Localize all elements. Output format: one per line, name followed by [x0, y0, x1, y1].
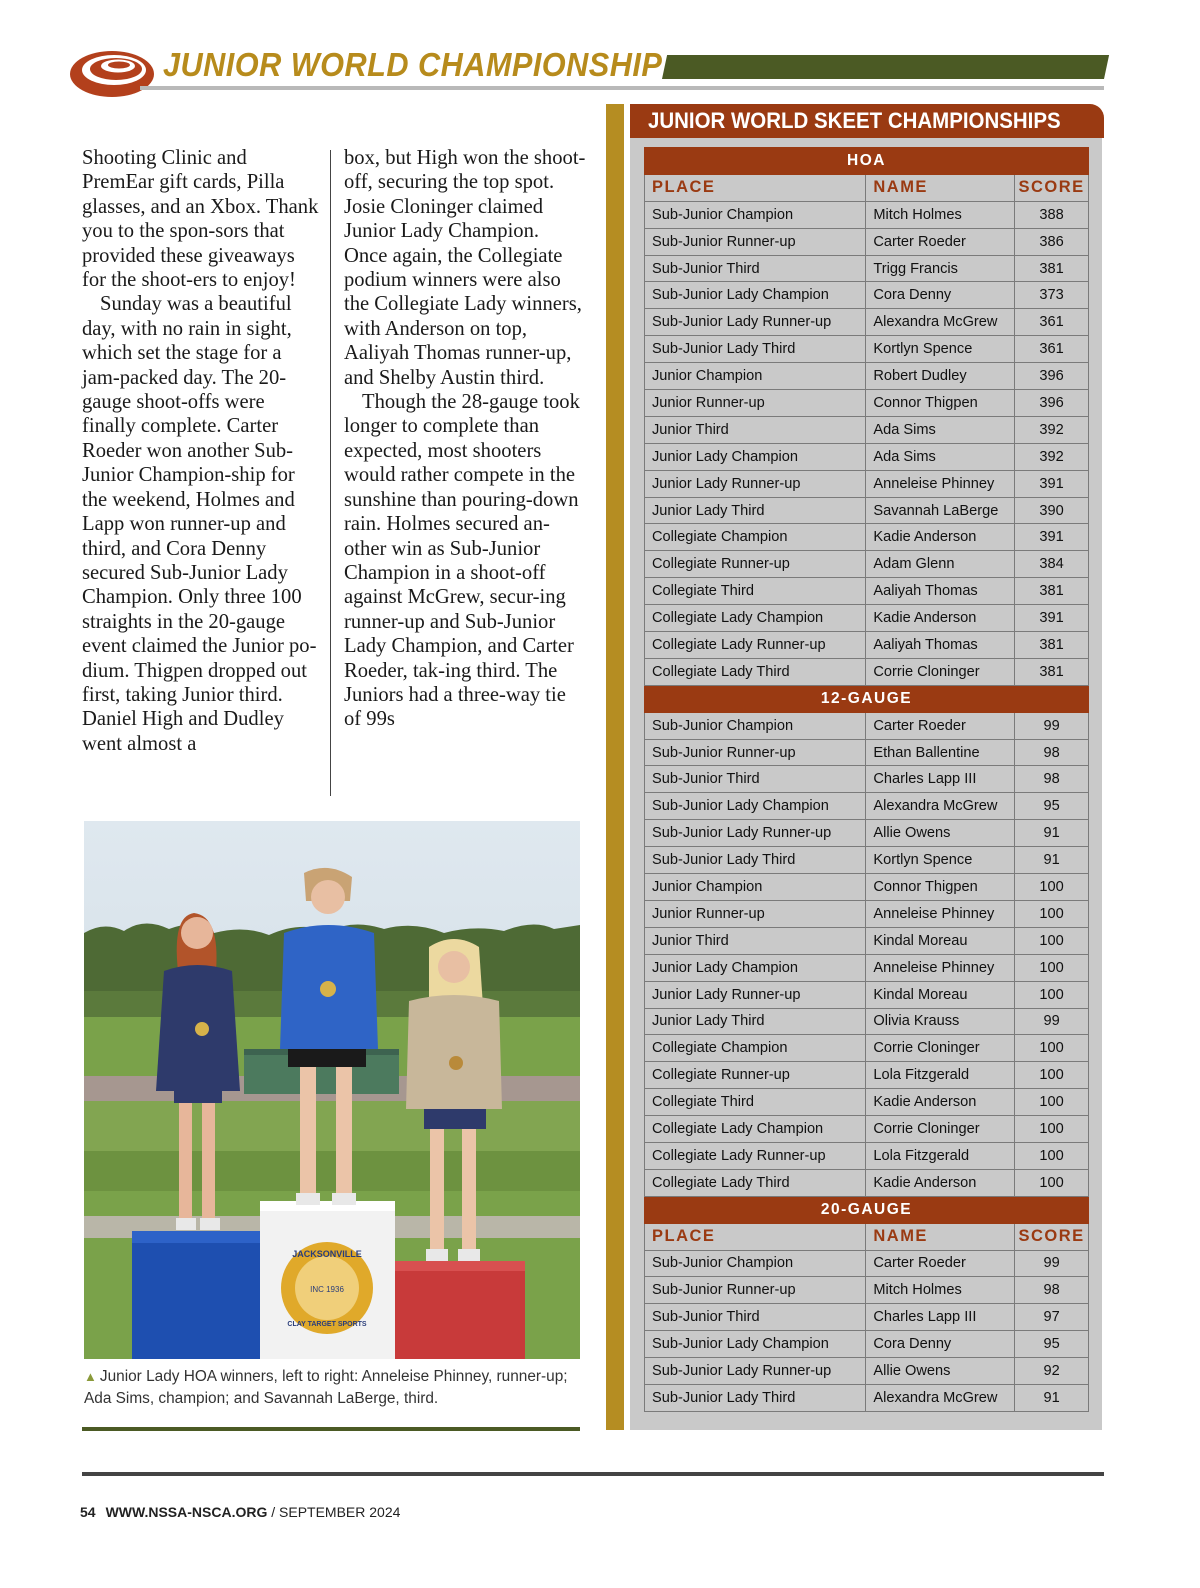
cell-name: Savannah LaBerge — [866, 497, 1015, 524]
column-header-place: PLACE — [645, 174, 866, 201]
cell-score: 386 — [1015, 228, 1089, 255]
cell-score: 91 — [1015, 1384, 1089, 1411]
article-column-2 — [344, 146, 586, 732]
footer-issue: / SEPTEMBER 2024 — [267, 1504, 401, 1520]
cell-score: 391 — [1015, 470, 1089, 497]
table-row — [645, 1384, 1089, 1411]
table-row — [645, 578, 1089, 605]
page-footer — [80, 1504, 400, 1520]
sidebar-title-text: JUNIOR WORLD SKEET CHAMPIONSHIPS — [648, 108, 1061, 133]
cell-place: Collegiate Third — [645, 1089, 866, 1116]
table-row — [645, 981, 1089, 1008]
cell-place: Junior Runner-up — [645, 390, 866, 417]
cell-place: Junior Champion — [645, 874, 866, 901]
seal-top-text: JACKSONVILLE — [292, 1249, 362, 1259]
article-paragraph: box, but High won the shoot-off, securing the top spot. Josie Cloninger claimed Junior Lady Champion. Once again, the Collegiate podium winners were also the Collegiate Lady winners, with Anderson on top, Aaliyah Thomas runner-up, and Shelby Austin third. — [344, 147, 586, 389]
clay-target-logo-icon — [66, 40, 158, 102]
table-row — [645, 712, 1089, 739]
cell-place: Collegiate Lady Champion — [645, 605, 866, 632]
cell-name: Kadie Anderson — [866, 1169, 1015, 1196]
cell-name: Connor Thigpen — [866, 874, 1015, 901]
cell-name: Anneleise Phinney — [866, 470, 1015, 497]
cell-place: Sub-Junior Lady Runner-up — [645, 309, 866, 336]
cell-place: Junior Champion — [645, 363, 866, 390]
cell-place: Sub-Junior Lady Third — [645, 336, 866, 363]
cell-place: Sub-Junior Runner-up — [645, 739, 866, 766]
cell-name: Charles Lapp III — [866, 766, 1015, 793]
cell-place: Collegiate Lady Runner-up — [645, 632, 866, 659]
cell-name: Ethan Ballentine — [866, 739, 1015, 766]
cell-score: 100 — [1015, 900, 1089, 927]
section-title: 20-GAUGE — [645, 1196, 1089, 1223]
cell-name: Corrie Cloninger — [866, 658, 1015, 685]
cell-score: 100 — [1015, 874, 1089, 901]
cell-name: Carter Roeder — [866, 228, 1015, 255]
table-row — [645, 1250, 1089, 1277]
cell-score: 361 — [1015, 336, 1089, 363]
column-header-place: PLACE — [645, 1223, 866, 1250]
header-accent-bar — [662, 55, 1109, 79]
column-header-name: NAME — [866, 174, 1015, 201]
cell-name: Allie Owens — [866, 820, 1015, 847]
article-paragraph: Shooting Clinic and PremEar gift cards, Pilla glasses, and an Xbox. Thank you to the spon-sors that provided these giveaways for the shoot-ers to enjoy! — [82, 147, 319, 292]
table-column-headers — [645, 174, 1089, 201]
column-divider — [330, 150, 331, 796]
photo-bottom-rule — [82, 1427, 580, 1431]
cell-place: Collegiate Lady Runner-up — [645, 1142, 866, 1169]
cell-score: 97 — [1015, 1304, 1089, 1331]
table-row — [645, 282, 1089, 309]
cell-place: Sub-Junior Lady Third — [645, 1384, 866, 1411]
cell-score: 95 — [1015, 793, 1089, 820]
cell-place: Junior Lady Champion — [645, 443, 866, 470]
table-row — [645, 416, 1089, 443]
cell-name: Alexandra McGrew — [866, 1384, 1015, 1411]
table-column-headers — [645, 1223, 1089, 1250]
cell-place: Sub-Junior Runner-up — [645, 1277, 866, 1304]
table-row — [645, 658, 1089, 685]
cell-place: Sub-Junior Lady Champion — [645, 282, 866, 309]
cell-name: Olivia Krauss — [866, 1008, 1015, 1035]
cell-name: Adam Glenn — [866, 551, 1015, 578]
cell-name: Anneleise Phinney — [866, 954, 1015, 981]
cell-name: Lola Fitzgerald — [866, 1062, 1015, 1089]
cell-name: Ada Sims — [866, 416, 1015, 443]
cell-name: Connor Thigpen — [866, 390, 1015, 417]
cell-place: Sub-Junior Lady Champion — [645, 793, 866, 820]
table-section-header — [645, 148, 1089, 175]
cell-score: 100 — [1015, 1169, 1089, 1196]
cell-name: Ada Sims — [866, 443, 1015, 470]
cell-place: Junior Third — [645, 416, 866, 443]
cell-name: Kindal Moreau — [866, 927, 1015, 954]
section-title: HOA — [645, 148, 1089, 175]
cell-score: 392 — [1015, 416, 1089, 443]
footer-url: WWW.NSSA-NSCA.ORG — [105, 1504, 268, 1520]
podium-photo — [84, 821, 580, 1359]
cell-place: Collegiate Lady Champion — [645, 1116, 866, 1143]
table-row — [645, 363, 1089, 390]
cell-score: 100 — [1015, 1035, 1089, 1062]
cell-name: Corrie Cloninger — [866, 1116, 1015, 1143]
cell-place: Junior Runner-up — [645, 900, 866, 927]
cell-place: Sub-Junior Lady Third — [645, 847, 866, 874]
cell-name: Aaliyah Thomas — [866, 632, 1015, 659]
section-title: 12-GAUGE — [645, 685, 1089, 712]
table-row — [645, 255, 1089, 282]
cell-name: Charles Lapp III — [866, 1304, 1015, 1331]
cell-place: Sub-Junior Lady Champion — [645, 1331, 866, 1358]
cell-name: Robert Dudley — [866, 363, 1015, 390]
cell-score: 100 — [1015, 1062, 1089, 1089]
table-row — [645, 900, 1089, 927]
cell-name: Alexandra McGrew — [866, 793, 1015, 820]
column-header-name: NAME — [866, 1223, 1015, 1250]
table-row — [645, 1169, 1089, 1196]
cell-score: 373 — [1015, 282, 1089, 309]
cell-score: 100 — [1015, 1089, 1089, 1116]
table-row — [645, 927, 1089, 954]
cell-score: 100 — [1015, 1142, 1089, 1169]
table-row — [645, 524, 1089, 551]
table-row — [645, 1035, 1089, 1062]
header-rule — [140, 86, 1104, 90]
table-row — [645, 820, 1089, 847]
cell-place: Sub-Junior Champion — [645, 201, 866, 228]
cell-score: 95 — [1015, 1331, 1089, 1358]
cell-score: 98 — [1015, 739, 1089, 766]
table-row — [645, 1008, 1089, 1035]
cell-score: 99 — [1015, 712, 1089, 739]
cell-name: Kadie Anderson — [866, 524, 1015, 551]
cell-place: Junior Lady Third — [645, 1008, 866, 1035]
sidebar-title — [630, 104, 1104, 138]
table-row — [645, 739, 1089, 766]
article-paragraph: Sunday was a beautiful day, with no rain in sight, which set the stage for a jam-packed day. The 20-gauge shoot-offs were finally complete. Carter Roeder won another Sub-Junior Champion-ship for the weekend, Holmes and Lapp won runner-up and third, and Cora Denny secured Sub-Junior Lady Champion. Only three 100 straights in the 20-gauge event claimed the Junior po-dium. Thigpen dropped out first, taking Junior third. Daniel High and Dudley went almost a — [82, 293, 317, 755]
cell-name: Anneleise Phinney — [866, 900, 1015, 927]
cell-place: Collegiate Lady Third — [645, 658, 866, 685]
table-row — [645, 793, 1089, 820]
photo-caption — [84, 1366, 578, 1410]
cell-name: Mitch Holmes — [866, 201, 1015, 228]
cell-score: 392 — [1015, 443, 1089, 470]
table-row — [645, 470, 1089, 497]
results-table — [644, 147, 1089, 1412]
cell-name: Aaliyah Thomas — [866, 578, 1015, 605]
table-row — [645, 1116, 1089, 1143]
table-row — [645, 309, 1089, 336]
cell-place: Collegiate Runner-up — [645, 1062, 866, 1089]
cell-name: Alexandra McGrew — [866, 309, 1015, 336]
table-section-header — [645, 1196, 1089, 1223]
cell-place: Sub-Junior Champion — [645, 1250, 866, 1277]
table-row — [645, 766, 1089, 793]
table-row — [645, 336, 1089, 363]
table-row — [645, 551, 1089, 578]
cell-score: 100 — [1015, 954, 1089, 981]
footer-rule — [82, 1472, 1104, 1476]
cell-name: Kortlyn Spence — [866, 336, 1015, 363]
cell-name: Kadie Anderson — [866, 1089, 1015, 1116]
cell-name: Carter Roeder — [866, 1250, 1015, 1277]
cell-name: Cora Denny — [866, 1331, 1015, 1358]
table-row — [645, 1142, 1089, 1169]
cell-place: Junior Lady Third — [645, 497, 866, 524]
column-header-score: SCORE — [1015, 1223, 1089, 1250]
cell-score: 388 — [1015, 201, 1089, 228]
cell-score: 100 — [1015, 927, 1089, 954]
cell-score: 91 — [1015, 820, 1089, 847]
table-row — [645, 874, 1089, 901]
cell-score: 92 — [1015, 1358, 1089, 1385]
table-row — [645, 443, 1089, 470]
cell-score: 99 — [1015, 1008, 1089, 1035]
cell-place: Collegiate Third — [645, 578, 866, 605]
cell-score: 381 — [1015, 632, 1089, 659]
table-row — [645, 1089, 1089, 1116]
table-row — [645, 1304, 1089, 1331]
cell-place: Collegiate Lady Third — [645, 1169, 866, 1196]
table-row — [645, 1062, 1089, 1089]
table-row — [645, 847, 1089, 874]
table-row — [645, 228, 1089, 255]
table-row — [645, 1277, 1089, 1304]
cell-score: 100 — [1015, 1116, 1089, 1143]
page-number: 54 — [80, 1504, 96, 1520]
cell-place: Junior Lady Champion — [645, 954, 866, 981]
cell-place: Junior Third — [645, 927, 866, 954]
table-row — [645, 1358, 1089, 1385]
cell-score: 381 — [1015, 658, 1089, 685]
caption-text: Junior Lady HOA winners, left to right: Anneleise Phinney, runner-up; Ada Sims, champion; and Savannah LaBerge, third. — [84, 1368, 568, 1407]
cell-name: Kortlyn Spence — [866, 847, 1015, 874]
cell-name: Allie Owens — [866, 1358, 1015, 1385]
cell-place: Sub-Junior Third — [645, 255, 866, 282]
cell-score: 396 — [1015, 363, 1089, 390]
seal-mid-text: INC 1936 — [310, 1285, 344, 1294]
sidebar-gold-rail — [606, 104, 624, 1430]
cell-score: 381 — [1015, 255, 1089, 282]
cell-score: 91 — [1015, 847, 1089, 874]
column-header-score: SCORE — [1015, 174, 1089, 201]
cell-name: Mitch Holmes — [866, 1277, 1015, 1304]
table-row — [645, 497, 1089, 524]
table-row — [645, 390, 1089, 417]
cell-score: 390 — [1015, 497, 1089, 524]
cell-name: Cora Denny — [866, 282, 1015, 309]
cell-place: Collegiate Champion — [645, 524, 866, 551]
cell-name: Kindal Moreau — [866, 981, 1015, 1008]
cell-score: 361 — [1015, 309, 1089, 336]
article-column-1 — [82, 146, 322, 756]
cell-place: Sub-Junior Lady Runner-up — [645, 1358, 866, 1385]
cell-score: 384 — [1015, 551, 1089, 578]
table-row — [645, 201, 1089, 228]
cell-name: Carter Roeder — [866, 712, 1015, 739]
cell-place: Junior Lady Runner-up — [645, 981, 866, 1008]
cell-place: Sub-Junior Third — [645, 766, 866, 793]
cell-score: 381 — [1015, 578, 1089, 605]
cell-place: Sub-Junior Third — [645, 1304, 866, 1331]
cell-place: Sub-Junior Runner-up — [645, 228, 866, 255]
cell-score: 391 — [1015, 524, 1089, 551]
cell-name: Trigg Francis — [866, 255, 1015, 282]
cell-name: Corrie Cloninger — [866, 1035, 1015, 1062]
article-paragraph: Though the 28-gauge took longer to complete than expected, most shooters would rather compete in the sunshine than pouring-down rain. Holmes secured an-other win as Sub-Junior Champion in a shoot-off against McGrew, secur-ing runner-up and Sub-Junior Lady Champion, and Carter Roeder, tak-ing third. The Juniors had a three-way tie of 99s — [344, 391, 580, 731]
cell-name: Kadie Anderson — [866, 605, 1015, 632]
table-row — [645, 605, 1089, 632]
cell-place: Sub-Junior Champion — [645, 712, 866, 739]
cell-score: 98 — [1015, 766, 1089, 793]
cell-place: Collegiate Runner-up — [645, 551, 866, 578]
seal-bottom-text: CLAY TARGET SPORTS — [287, 1321, 367, 1328]
cell-place: Sub-Junior Lady Runner-up — [645, 820, 866, 847]
caption-triangle-icon: ▲ — [84, 1369, 97, 1384]
table-section-header — [645, 685, 1089, 712]
cell-place: Collegiate Champion — [645, 1035, 866, 1062]
cell-score: 391 — [1015, 605, 1089, 632]
cell-score: 98 — [1015, 1277, 1089, 1304]
cell-place: Junior Lady Runner-up — [645, 470, 866, 497]
table-row — [645, 632, 1089, 659]
cell-score: 99 — [1015, 1250, 1089, 1277]
section-header-title: JUNIOR WORLD CHAMPIONSHIP — [163, 46, 663, 83]
cell-score: 100 — [1015, 981, 1089, 1008]
cell-name: Lola Fitzgerald — [866, 1142, 1015, 1169]
table-row — [645, 1331, 1089, 1358]
table-row — [645, 954, 1089, 981]
cell-score: 396 — [1015, 390, 1089, 417]
